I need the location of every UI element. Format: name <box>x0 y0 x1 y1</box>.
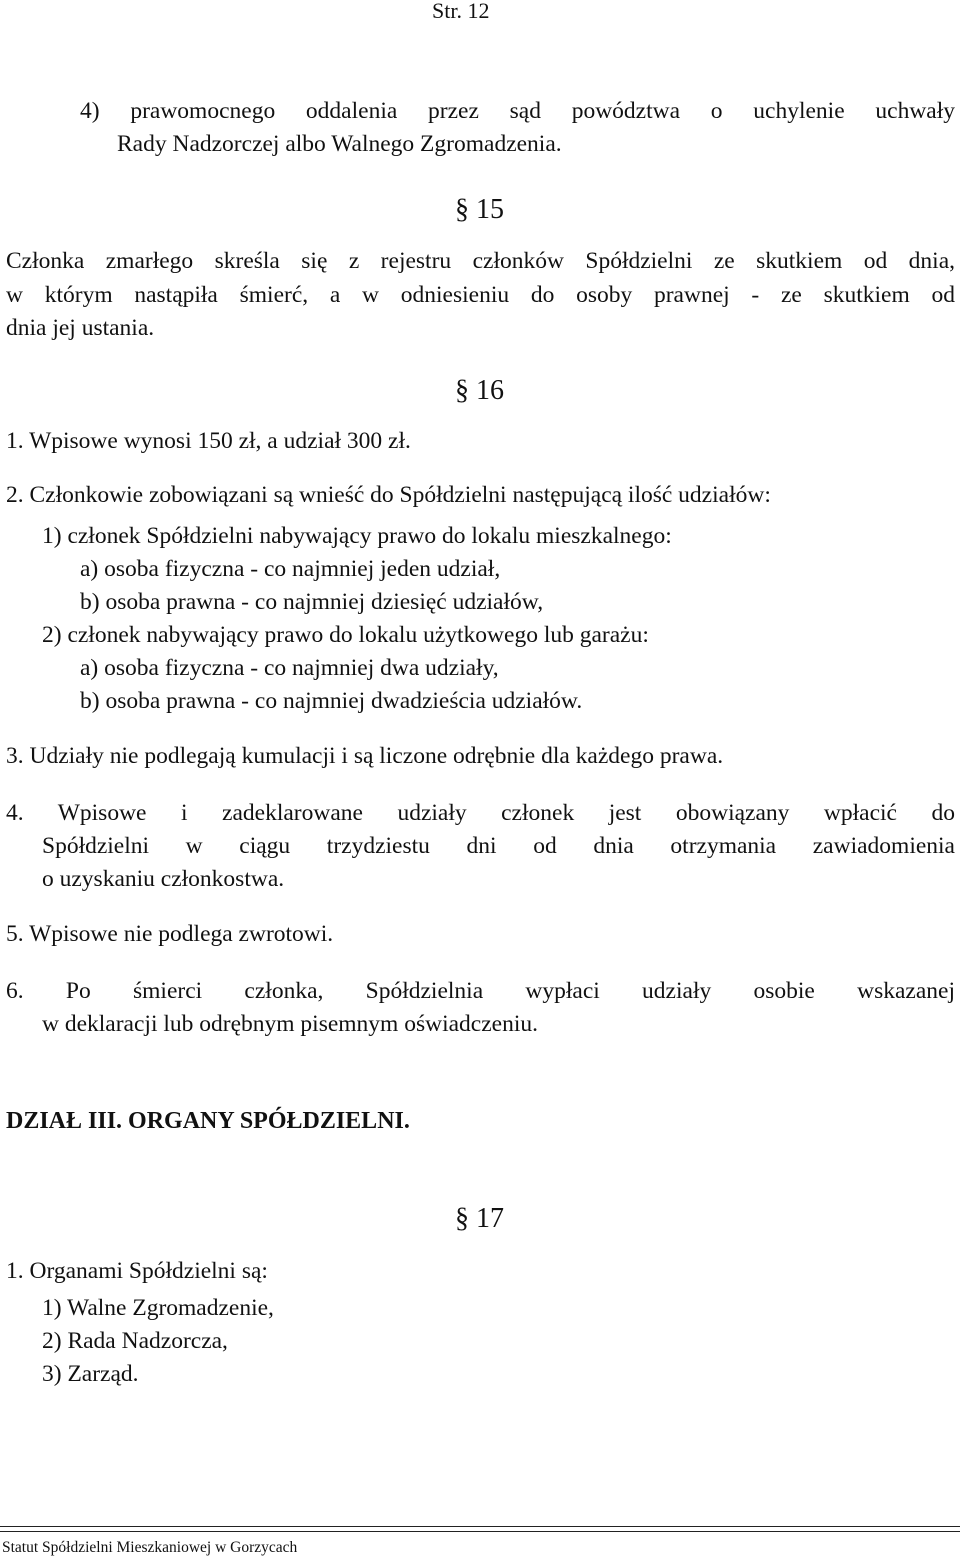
section-16-point-2-item-2b: b) osoba prawna - co najmniej dwadzieścia udziałów. <box>80 688 583 714</box>
section-16-point-4-line-3: o uzyskaniu członkostwa. <box>42 866 285 892</box>
section-16-point-3: 3. Udziały nie podlegają kumulacji i są liczone odrębnie dla każdego prawa. <box>6 743 724 769</box>
footer-text: Statut Spółdzielni Mieszkaniowej w Gorzycach <box>2 1539 298 1556</box>
section-15-sign: § 15 <box>455 194 504 225</box>
section-17-item-3: 3) Zarząd. <box>42 1361 139 1387</box>
section-16-point-4-line-2: Spółdzielni w ciągu trzydziestu dni od dnia otrzymania zawiadomienia <box>42 833 955 859</box>
footer-rule <box>0 1526 960 1527</box>
section-15-line-2: w którym nastąpiła śmierć, a w odniesieniu do osoby prawnej - ze skutkiem od <box>6 282 955 308</box>
page-number: Str. 12 <box>432 0 490 23</box>
section-16-point-2: 2. Członkowie zobowiązani są wnieść do Spółdzielni następującą ilość udziałów: <box>6 482 771 508</box>
section-17-point-1: 1. Organami Spółdzielni są: <box>6 1258 268 1284</box>
item-4-line-1: 4) prawomocnego oddalenia przez sąd powództwa o uchylenie uchwały <box>80 98 955 124</box>
section-16-point-1: 1. Wpisowe wynosi 150 zł, a udział 300 zł. <box>6 428 411 454</box>
section-17-item-2: 2) Rada Nadzorcza, <box>42 1328 228 1354</box>
section-15-line-3: dnia jej ustania. <box>6 315 155 341</box>
division-title: DZIAŁ III. ORGANY SPÓŁDZIELNI. <box>6 1108 410 1134</box>
section-16-point-6-line-1: 6. Po śmierci członka, Spółdzielnia wypłaci udziały osobie wskazanej <box>6 978 955 1004</box>
section-16-point-2-item-1a: a) osoba fizyczna - co najmniej jeden udział, <box>80 556 501 582</box>
section-16-point-2-item-1: 1) członek Spółdzielni nabywający prawo do lokalu mieszkalnego: <box>42 523 672 549</box>
section-16-point-2-item-2: 2) członek nabywający prawo do lokalu użytkowego lub garażu: <box>42 622 649 648</box>
footer-rule-thin <box>0 1531 960 1532</box>
section-16-point-2-item-2a: a) osoba fizyczna - co najmniej dwa udziały, <box>80 655 499 681</box>
section-16-point-6-line-2: w deklaracji lub odrębnym pisemnym oświadczeniu. <box>42 1011 538 1037</box>
section-17-item-1: 1) Walne Zgromadzenie, <box>42 1295 274 1321</box>
section-17-sign: § 17 <box>455 1203 504 1234</box>
section-16-point-4-line-1: 4. Wpisowe i zadeklarowane udziały członek jest obowiązany wpłacić do <box>6 800 955 826</box>
section-15-line-1: Członka zmarłego skreśla się z rejestru członków Spółdzielni ze skutkiem od dnia, <box>6 248 955 274</box>
item-4-line-2: Rady Nadzorczej albo Walnego Zgromadzenia. <box>117 131 562 157</box>
section-16-point-5: 5. Wpisowe nie podlega zwrotowi. <box>6 921 334 947</box>
section-16-sign: § 16 <box>455 375 504 406</box>
section-16-point-2-item-1b: b) osoba prawna - co najmniej dziesięć udziałów, <box>80 589 544 615</box>
